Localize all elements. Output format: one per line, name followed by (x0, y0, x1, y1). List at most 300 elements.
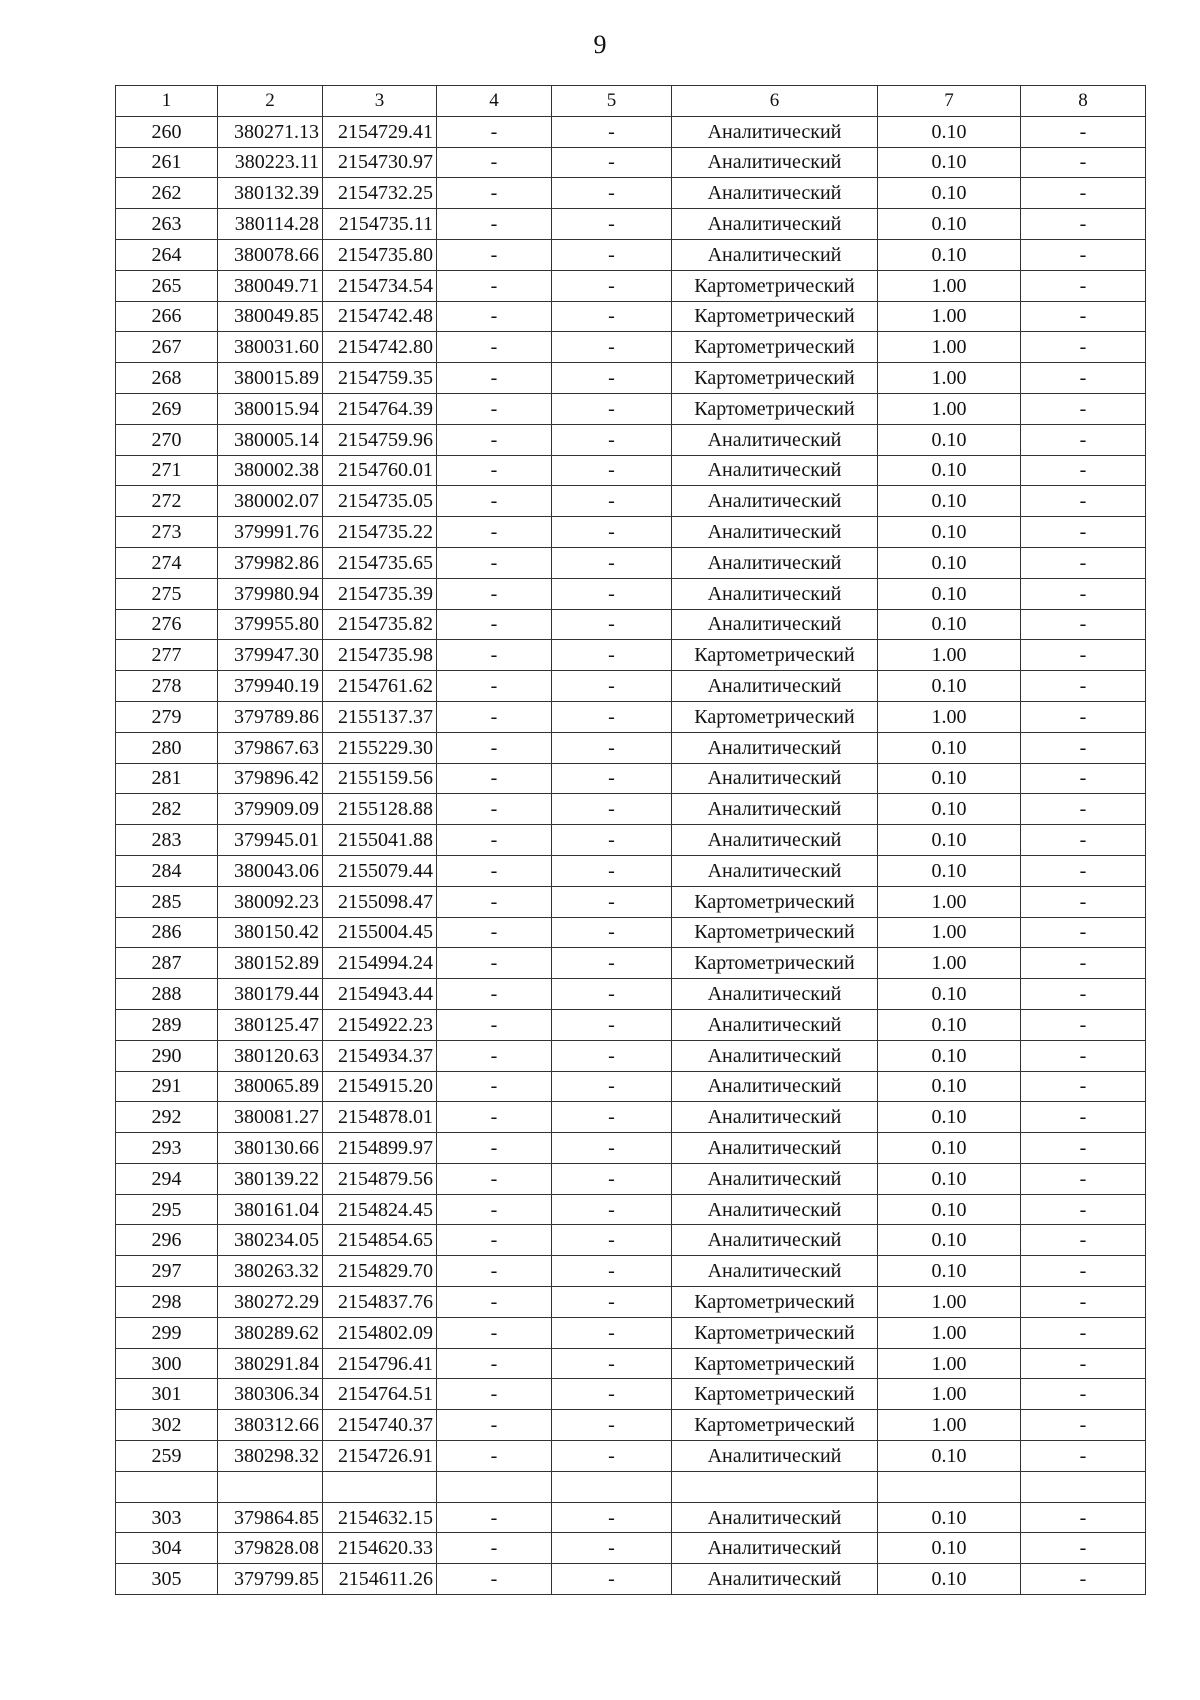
table-cell: - (437, 1533, 552, 1564)
table-cell: - (1021, 948, 1146, 979)
table-cell: Картометрический (672, 301, 878, 332)
table-cell: 1.00 (878, 1317, 1021, 1348)
table-cell: 0.10 (878, 147, 1021, 178)
table-cell: - (552, 948, 672, 979)
table-cell: - (1021, 1533, 1146, 1564)
table-row (116, 917, 1146, 948)
table-cell: 379799.85 (218, 1564, 323, 1595)
table-cell: 2154934.37 (323, 1040, 437, 1071)
table-cell: - (437, 455, 552, 486)
table-cell: Аналитический (672, 116, 878, 147)
table-cell: Картометрический (672, 640, 878, 671)
table-cell: - (437, 1225, 552, 1256)
table-cell: 1.00 (878, 948, 1021, 979)
table-cell: - (437, 517, 552, 548)
table-row (116, 886, 1146, 917)
table-cell: 2154829.70 (323, 1256, 437, 1287)
table-cell: 283 (116, 825, 218, 856)
table-cell: - (552, 640, 672, 671)
table-row (116, 1009, 1146, 1040)
table-cell: - (437, 178, 552, 209)
table-cell: Аналитический (672, 1502, 878, 1533)
table-cell: 2154732.25 (323, 178, 437, 209)
table-row (116, 794, 1146, 825)
table-cell: Аналитический (672, 209, 878, 240)
table-cell: - (437, 147, 552, 178)
table-cell: - (552, 1533, 672, 1564)
table-cell: - (552, 517, 672, 548)
table-cell (116, 1471, 218, 1502)
table-cell: - (552, 1441, 672, 1472)
table-cell: - (1021, 424, 1146, 455)
table-cell: - (1021, 1071, 1146, 1102)
table-cell: Аналитический (672, 1533, 878, 1564)
table-cell: Картометрический (672, 917, 878, 948)
table-row (116, 763, 1146, 794)
table-row (116, 1194, 1146, 1225)
table-cell: - (1021, 1287, 1146, 1318)
table-row (116, 301, 1146, 332)
table-cell: 273 (116, 517, 218, 548)
table-cell: 282 (116, 794, 218, 825)
table-cell: - (552, 917, 672, 948)
table-cell (552, 1471, 672, 1502)
table-cell: Аналитический (672, 547, 878, 578)
table-cell: 2155229.30 (323, 732, 437, 763)
table-row (116, 270, 1146, 301)
table-cell: - (552, 1009, 672, 1040)
table-cell: Аналитический (672, 609, 878, 640)
table-cell: - (552, 855, 672, 886)
table-cell: Картометрический (672, 1410, 878, 1441)
page-number: 9 (593, 30, 607, 59)
table-cell: 380234.05 (218, 1225, 323, 1256)
table-cell: 380002.38 (218, 455, 323, 486)
table-cell: 2154735.80 (323, 239, 437, 270)
table-cell: - (437, 424, 552, 455)
table-cell: - (1021, 1225, 1146, 1256)
table-row (116, 979, 1146, 1010)
table-cell: 380312.66 (218, 1410, 323, 1441)
table-cell: Картометрический (672, 886, 878, 917)
table-cell: 289 (116, 1009, 218, 1040)
table-cell: 290 (116, 1040, 218, 1071)
table-cell: 1.00 (878, 301, 1021, 332)
table-cell: 2154726.91 (323, 1441, 437, 1472)
table-cell: 2154854.65 (323, 1225, 437, 1256)
table-cell: - (437, 270, 552, 301)
table-cell: 2154759.96 (323, 424, 437, 455)
table-cell: 270 (116, 424, 218, 455)
table-cell: Картометрический (672, 270, 878, 301)
table-cell: Аналитический (672, 1256, 878, 1287)
table-cell: 2154796.41 (323, 1348, 437, 1379)
table-cell: 1.00 (878, 640, 1021, 671)
table-cell: 0.10 (878, 455, 1021, 486)
table-cell: 0.10 (878, 1533, 1021, 1564)
table-cell: 0.10 (878, 763, 1021, 794)
table-cell: - (552, 178, 672, 209)
table-cell: - (437, 116, 552, 147)
table-cell: 379980.94 (218, 578, 323, 609)
table-cell: - (1021, 640, 1146, 671)
table-cell: 1.00 (878, 1379, 1021, 1410)
table-cell: 300 (116, 1348, 218, 1379)
table-cell: - (437, 1194, 552, 1225)
table-cell: 305 (116, 1564, 218, 1595)
table-cell: Аналитический (672, 1225, 878, 1256)
table-cell: - (437, 363, 552, 394)
table-cell: - (437, 547, 552, 578)
table-cell: 380289.62 (218, 1317, 323, 1348)
table-cell: - (437, 763, 552, 794)
table-cell: 297 (116, 1256, 218, 1287)
table-row (116, 1317, 1146, 1348)
table-cell: 1.00 (878, 393, 1021, 424)
table-row (116, 1256, 1146, 1287)
table-cell: - (552, 270, 672, 301)
table-cell: 2155159.56 (323, 763, 437, 794)
table-cell: 380092.23 (218, 886, 323, 917)
table-cell: - (1021, 1441, 1146, 1472)
table-cell: 380139.22 (218, 1163, 323, 1194)
table-cell: - (437, 1040, 552, 1071)
table-cell: 380263.32 (218, 1256, 323, 1287)
table-cell: Аналитический (672, 1163, 878, 1194)
table-cell: 2154837.76 (323, 1287, 437, 1318)
table-cell (672, 1471, 878, 1502)
table-cell: - (552, 209, 672, 240)
table-row (116, 116, 1146, 147)
table-cell: 267 (116, 332, 218, 363)
table-row (116, 1379, 1146, 1410)
table-cell: 0.10 (878, 1441, 1021, 1472)
table-cell: 275 (116, 578, 218, 609)
table-cell: Картометрический (672, 1348, 878, 1379)
table-cell: 380130.66 (218, 1133, 323, 1164)
table-row (116, 147, 1146, 178)
table-cell: 0.10 (878, 486, 1021, 517)
table-cell: 379864.85 (218, 1502, 323, 1533)
table-row (116, 178, 1146, 209)
table-cell: - (1021, 1410, 1146, 1441)
table-cell: - (552, 116, 672, 147)
table-cell: - (437, 239, 552, 270)
table-cell: - (437, 1009, 552, 1040)
table-cell: 380078.66 (218, 239, 323, 270)
table-cell: 2154740.37 (323, 1410, 437, 1441)
table-cell: 1.00 (878, 1287, 1021, 1318)
table-header-row (116, 86, 1146, 117)
table-cell: 380049.85 (218, 301, 323, 332)
table-cell: 2154764.39 (323, 393, 437, 424)
table-cell: 263 (116, 209, 218, 240)
table-cell: 0.10 (878, 424, 1021, 455)
table-row (116, 1348, 1146, 1379)
table-cell: 379909.09 (218, 794, 323, 825)
coordinates-table (115, 85, 1146, 1595)
table-cell: - (1021, 855, 1146, 886)
table-cell: - (1021, 1163, 1146, 1194)
table-cell: - (1021, 270, 1146, 301)
header-cell: 2 (218, 86, 323, 117)
table-row (116, 1040, 1146, 1071)
table-cell: 299 (116, 1317, 218, 1348)
table-cell: - (552, 701, 672, 732)
table-cell: Аналитический (672, 147, 878, 178)
table-cell: - (437, 1071, 552, 1102)
table-cell: - (552, 1225, 672, 1256)
table-cell: 379896.42 (218, 763, 323, 794)
table-cell: 0.10 (878, 732, 1021, 763)
table-row (116, 578, 1146, 609)
table-cell: 269 (116, 393, 218, 424)
table-cell: 380005.14 (218, 424, 323, 455)
table-cell: - (552, 455, 672, 486)
table-cell: Картометрический (672, 1287, 878, 1318)
table-cell: - (552, 979, 672, 1010)
table-row (116, 393, 1146, 424)
table-cell: 379991.76 (218, 517, 323, 548)
table-cell: Аналитический (672, 517, 878, 548)
table-cell: - (552, 301, 672, 332)
header-cell: 1 (116, 86, 218, 117)
table-cell: 0.10 (878, 825, 1021, 856)
table-cell: - (552, 1502, 672, 1533)
header-cell: 6 (672, 86, 878, 117)
table-cell: 2154735.05 (323, 486, 437, 517)
table-cell: 2154742.80 (323, 332, 437, 363)
table-cell: - (1021, 239, 1146, 270)
table-cell: - (552, 1163, 672, 1194)
table-cell: - (437, 301, 552, 332)
table-cell: - (437, 794, 552, 825)
table-cell: - (437, 1441, 552, 1472)
table-cell: 272 (116, 486, 218, 517)
table-cell: 1.00 (878, 1410, 1021, 1441)
table-row (116, 486, 1146, 517)
table-cell: - (437, 1133, 552, 1164)
table-cell: 2154994.24 (323, 948, 437, 979)
table-cell: - (437, 393, 552, 424)
table-cell (218, 1471, 323, 1502)
table-cell: 1.00 (878, 886, 1021, 917)
table-row (116, 948, 1146, 979)
table-row (116, 239, 1146, 270)
table-cell: Картометрический (672, 1317, 878, 1348)
table-cell: 1.00 (878, 332, 1021, 363)
table-cell: - (552, 609, 672, 640)
table-row (116, 640, 1146, 671)
table-cell: Аналитический (672, 732, 878, 763)
table-cell: - (552, 547, 672, 578)
table-cell: 304 (116, 1533, 218, 1564)
table-cell: - (552, 825, 672, 856)
table-cell: 2154802.09 (323, 1317, 437, 1348)
table-cell: - (437, 640, 552, 671)
table-cell: 2154735.98 (323, 640, 437, 671)
table-cell: - (552, 1379, 672, 1410)
table-cell: 0.10 (878, 671, 1021, 702)
table-row (116, 1287, 1146, 1318)
table-cell (878, 1471, 1021, 1502)
table-cell: 293 (116, 1133, 218, 1164)
table-cell: - (437, 1564, 552, 1595)
table-cell: 264 (116, 239, 218, 270)
table-cell: - (437, 332, 552, 363)
table-cell: 380031.60 (218, 332, 323, 363)
table-cell: 265 (116, 270, 218, 301)
table-row (116, 1502, 1146, 1533)
table-cell: 2154742.48 (323, 301, 437, 332)
table-cell: 2154878.01 (323, 1102, 437, 1133)
table-row (116, 609, 1146, 640)
table-cell: 0.10 (878, 1194, 1021, 1225)
table-cell (1021, 1471, 1146, 1502)
table-cell: - (437, 1348, 552, 1379)
table-cell: - (1021, 1256, 1146, 1287)
table-cell: 0.10 (878, 1102, 1021, 1133)
table-cell: 274 (116, 547, 218, 578)
table-cell: Аналитический (672, 178, 878, 209)
table-cell: - (552, 886, 672, 917)
table-cell: 380114.28 (218, 209, 323, 240)
table-cell: 2154734.54 (323, 270, 437, 301)
table-cell: 288 (116, 979, 218, 1010)
table-cell: - (552, 1133, 672, 1164)
table-cell: - (552, 1040, 672, 1071)
table-cell: - (552, 239, 672, 270)
table-cell: - (552, 732, 672, 763)
table-cell: 0.10 (878, 178, 1021, 209)
table-cell: 380015.94 (218, 393, 323, 424)
table-cell: 1.00 (878, 701, 1021, 732)
table-cell: 0.10 (878, 1163, 1021, 1194)
table-row (116, 1410, 1146, 1441)
table-cell: 1.00 (878, 363, 1021, 394)
table-cell: 284 (116, 855, 218, 886)
table-row (116, 1133, 1146, 1164)
table-cell: 380002.07 (218, 486, 323, 517)
table-cell: - (1021, 701, 1146, 732)
table-cell: 379828.08 (218, 1533, 323, 1564)
table-cell: - (1021, 517, 1146, 548)
table-cell: 271 (116, 455, 218, 486)
table-cell: 0.10 (878, 1225, 1021, 1256)
table-cell: 2155041.88 (323, 825, 437, 856)
table-cell: Аналитический (672, 578, 878, 609)
table-cell: Аналитический (672, 825, 878, 856)
table-cell: 302 (116, 1410, 218, 1441)
table-cell: 260 (116, 116, 218, 147)
table-cell: - (1021, 1564, 1146, 1595)
table-cell: Картометрический (672, 948, 878, 979)
table-cell (437, 1471, 552, 1502)
header-cell: 7 (878, 86, 1021, 117)
table-cell: 379982.86 (218, 547, 323, 578)
table-cell: 380120.63 (218, 1040, 323, 1071)
table-cell: 380271.13 (218, 116, 323, 147)
table-cell: 379940.19 (218, 671, 323, 702)
table-cell: 0.10 (878, 855, 1021, 886)
table-cell: 379945.01 (218, 825, 323, 856)
table-cell: - (552, 763, 672, 794)
table-cell: - (1021, 671, 1146, 702)
table-cell: - (437, 701, 552, 732)
table-cell: - (1021, 1379, 1146, 1410)
table-cell: 380150.42 (218, 917, 323, 948)
table-row (116, 825, 1146, 856)
table-cell: 287 (116, 948, 218, 979)
table-cell: 380298.32 (218, 1441, 323, 1472)
table-row (116, 363, 1146, 394)
table-cell: 0.10 (878, 578, 1021, 609)
table-cell: 261 (116, 147, 218, 178)
table-cell: 2154943.44 (323, 979, 437, 1010)
table-cell: Аналитический (672, 763, 878, 794)
table-cell: 380152.89 (218, 948, 323, 979)
header-cell: 3 (323, 86, 437, 117)
table-cell: 379789.86 (218, 701, 323, 732)
table-cell: 2154735.82 (323, 609, 437, 640)
table-cell: 279 (116, 701, 218, 732)
table-cell: - (1021, 332, 1146, 363)
table-cell: - (437, 1256, 552, 1287)
table-cell: Картометрический (672, 332, 878, 363)
table-cell: 303 (116, 1502, 218, 1533)
table-cell: 0.10 (878, 1502, 1021, 1533)
table-cell: Аналитический (672, 1194, 878, 1225)
table-row (116, 732, 1146, 763)
table-cell: 292 (116, 1102, 218, 1133)
table-cell: - (437, 1379, 552, 1410)
table-cell: - (437, 671, 552, 702)
table-row (116, 1471, 1146, 1502)
table-cell: 0.10 (878, 239, 1021, 270)
table-cell: 380291.84 (218, 1348, 323, 1379)
table-cell: - (437, 1102, 552, 1133)
table-cell: 380049.71 (218, 270, 323, 301)
table-cell: - (552, 424, 672, 455)
table-cell: 259 (116, 1441, 218, 1472)
table-cell: 2154729.41 (323, 116, 437, 147)
table-cell: 262 (116, 178, 218, 209)
table-cell: 2154824.45 (323, 1194, 437, 1225)
table-cell: 379955.80 (218, 609, 323, 640)
table-cell: - (1021, 886, 1146, 917)
table-cell: 2155098.47 (323, 886, 437, 917)
table-cell: - (1021, 1317, 1146, 1348)
table-cell: 2154759.35 (323, 363, 437, 394)
table-cell: - (552, 1287, 672, 1318)
table-cell: - (552, 363, 672, 394)
table-cell: 0.10 (878, 1564, 1021, 1595)
table-cell: - (437, 917, 552, 948)
table-cell: 0.10 (878, 116, 1021, 147)
table-cell: - (437, 732, 552, 763)
table-cell: - (1021, 609, 1146, 640)
table-cell: 2154735.22 (323, 517, 437, 548)
table-cell: 2154735.11 (323, 209, 437, 240)
table-cell: 2154735.39 (323, 578, 437, 609)
table-cell: - (1021, 301, 1146, 332)
table-cell: - (437, 1410, 552, 1441)
table-cell: - (1021, 455, 1146, 486)
table-cell: 0.10 (878, 1040, 1021, 1071)
table-cell: - (437, 1287, 552, 1318)
table-row (116, 1163, 1146, 1194)
table-cell: 281 (116, 763, 218, 794)
